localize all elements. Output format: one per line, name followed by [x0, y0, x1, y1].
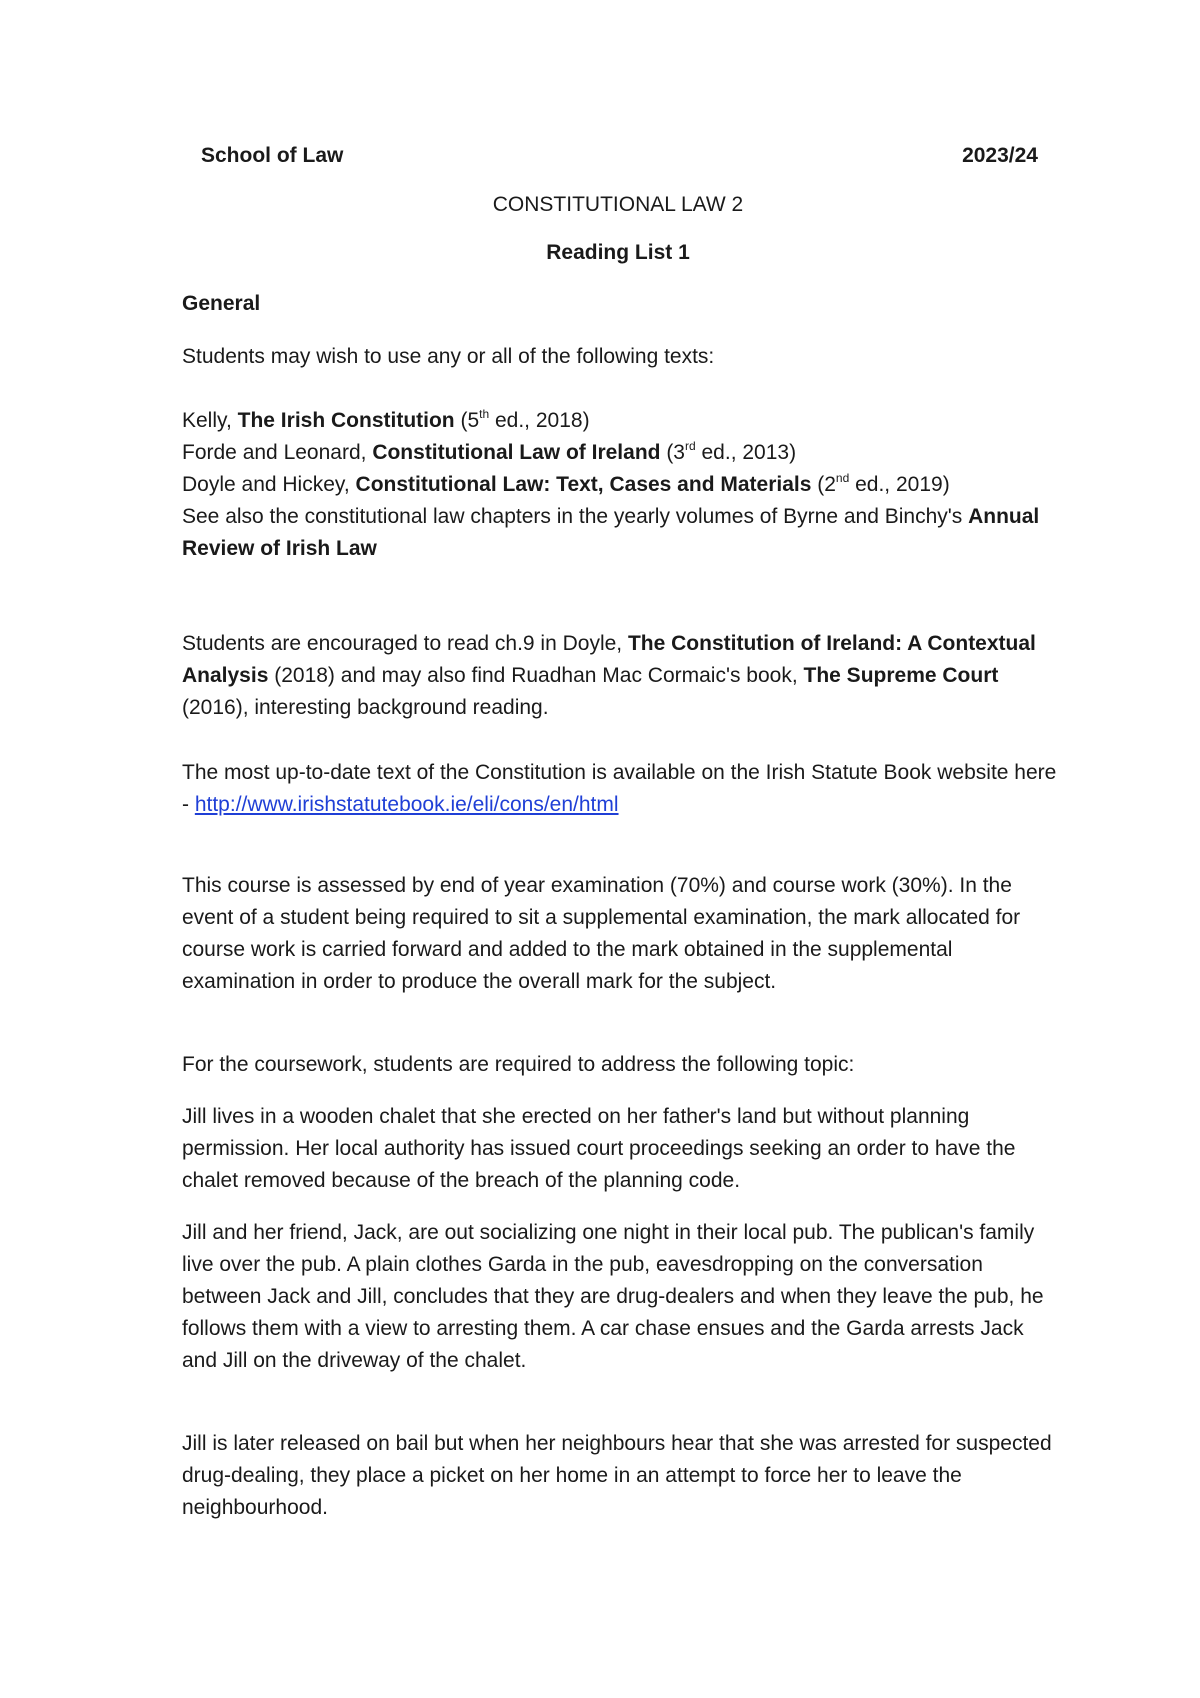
intro-text: Students may wish to use any or all of the following texts:	[182, 345, 715, 368]
assessment-paragraph: This course is assessed by end of year examination (70%) and course work (30%). In the event of a student being required to sit a supplemental examination, the mark allocated for course work is carried forward and added to the mark obtained in the supplemental examination in order to produce the overall mark for the subject.	[182, 874, 1021, 993]
book-title: Constitutional Law: Text, Cases and Materials	[355, 473, 812, 496]
book-title: Annual Review of Irish Law	[182, 505, 1040, 560]
see-also-entry: See also the constitutional law chapters in the yearly volumes of Byrne and Binchy's Annual Review of Irish Law	[182, 505, 1040, 560]
scenario-paragraph: Jill and her friend, Jack, are out socializing one night in their local pub. The publican's family live over the pub. A plain clothes Garda in the pub, eavesdropping on the conversation between Jack and Jill, concludes that they are drug-dealers and when they leave the pub, he follows them with a view to arresting them. A car chase ensues and the Garda arrests Jack and Jill on the driveway of the chalet.	[182, 1221, 1044, 1372]
text-entry-forde: Forde and Leonard, Constitutional Law of Ireland (3rd ed., 2013)	[182, 439, 797, 464]
school-name: School of Law	[201, 144, 344, 167]
texts-list	[182, 405, 1062, 565]
statute-paragraph: The most up-to-date text of the Constitution is available on the Irish Statute Book website here - http://www.irishstatutebook.ie/eli/cons/en/html	[182, 761, 1057, 816]
scenario-paragraph: Jill lives in a wooden chalet that she erected on her father's land but without planning permission. Her local authority has issued court proceedings seeking an order to have the chalet removed because of the breach of the planning code.	[182, 1105, 1016, 1192]
encouraged-paragraph: Students are encouraged to read ch.9 in Doyle, The Constitution of Ireland: A Contextual Analysis (2018) and may also find Ruadhan Mac Cormaic's book, The Supreme Court (2016), interesting background reading.	[182, 632, 1036, 719]
reading-list-title: Reading List 1	[546, 241, 690, 264]
academic-year: 2023/24	[962, 144, 1038, 167]
book-title: The Supreme Court	[803, 664, 999, 687]
statute-book-link[interactable]: http://www.irishstatutebook.ie/eli/cons/en/html	[194, 793, 619, 816]
general-heading: General	[182, 292, 261, 315]
book-title: The Irish Constitution	[237, 409, 455, 432]
book-title: The Constitution of Ireland: A Contextual Analysis	[182, 632, 1036, 687]
text-entry-doyle: Doyle and Hickey, Constitutional Law: Text, Cases and Materials (2nd ed., 2019)	[182, 471, 950, 496]
coursework-intro: For the coursework, students are required to address the following topic:	[182, 1053, 855, 1076]
course-title: CONSTITUTIONAL LAW 2	[492, 193, 744, 216]
book-title: Constitutional Law of Ireland	[372, 441, 661, 464]
text-entry-kelly: Kelly, The Irish Constitution (5th ed., 2018)	[182, 407, 590, 432]
scenario-paragraph: Jill is later released on bail but when her neighbours hear that she was arrested for suspected drug-dealing, they place a picket on her home in an attempt to force her to leave the neighbourhood.	[182, 1432, 1052, 1519]
